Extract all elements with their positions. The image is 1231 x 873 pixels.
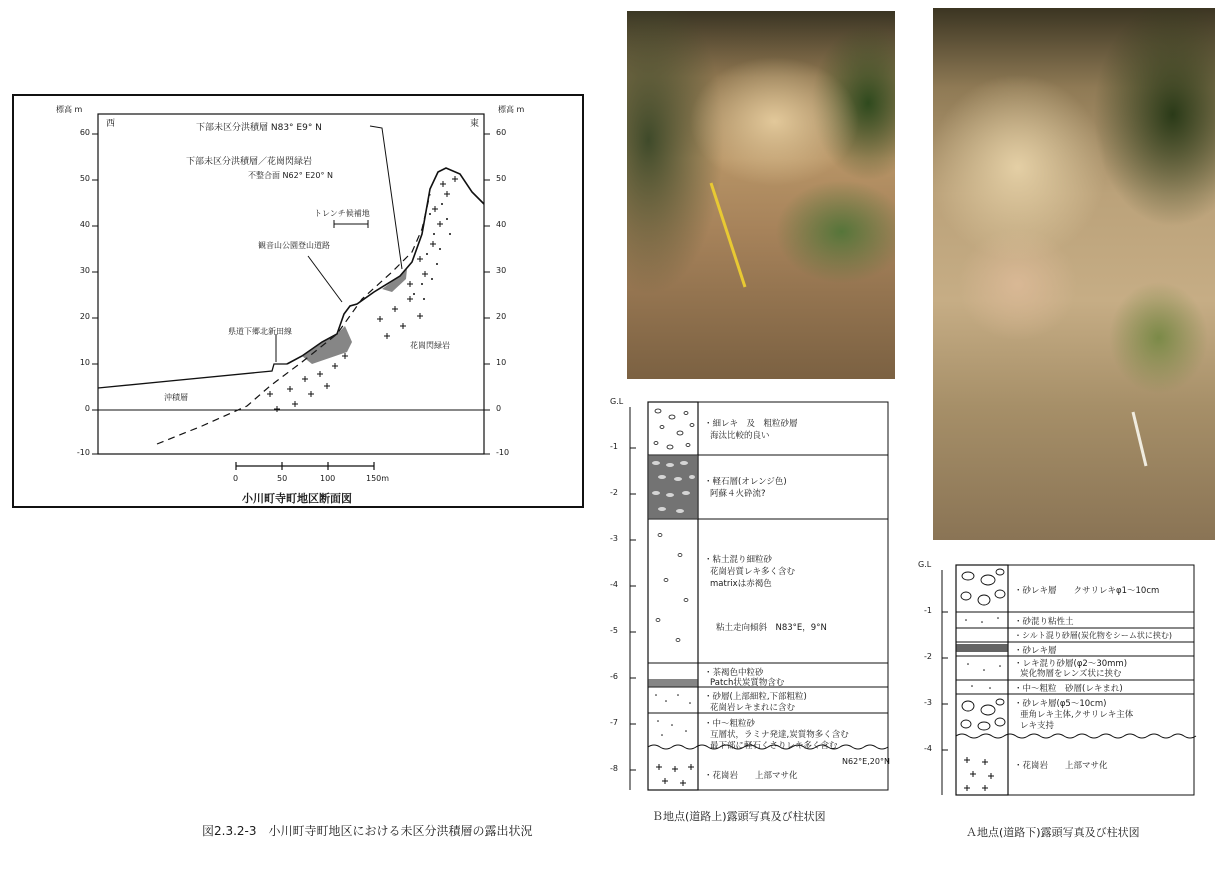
layer-description: 花崗岩レキまれに含む (710, 703, 796, 713)
column-b (600, 395, 900, 800)
pref-road-label: 県道下郷北新田線 (228, 327, 292, 336)
cross-section-panel (12, 94, 584, 508)
layer-description: ・砂混り粘性土 (1014, 617, 1074, 627)
y-tick-left: 0 (84, 404, 90, 413)
depth-tick: -8 (610, 764, 618, 773)
y-tick-right: 50 (496, 174, 507, 183)
granodiorite-label: 花崗閃緑岩 (410, 341, 450, 350)
layer-description: ・砂レキ層 クサリレキφ1～10cm (1014, 586, 1160, 596)
y-tick-left: -10 (76, 448, 90, 457)
layer-description: 亜角レキ主体,クサリレキ主体 (1020, 710, 1134, 720)
layer-description: ・花崗岩 上部マサ化 (1014, 761, 1108, 771)
layer-description: matrixは赤褐色 (710, 579, 772, 589)
column-a-caption: Ａ地点(道路下)露頭写真及び柱状図 (966, 826, 1140, 839)
layer-description: ・細レキ 及 粗粒砂層 (704, 419, 798, 429)
layer-description: ・砂レキ層(φ5～10cm) (1014, 699, 1107, 709)
layer-description: ・茶褐色中粒砂 (704, 668, 764, 678)
outcrop-photo-b (627, 11, 895, 379)
y-tick-left: 30 (79, 266, 90, 275)
layer-description: Patch状炭質物含む (710, 678, 785, 688)
depth-tick: -1 (924, 606, 932, 615)
figure-caption: 図2.3.2-3 小川町寺町地区における未区分洪積層の露出状況 (202, 824, 533, 838)
column-a-gl: G.L (918, 560, 932, 569)
upper-layer-label: 下部未区分洪積層 N83° E9° N (196, 123, 322, 133)
y-tick-left: 20 (79, 312, 90, 321)
y-tick-left: 60 (79, 128, 90, 137)
y-tick-right: -10 (496, 448, 510, 457)
contact-strike-label: N62°E,20°N (842, 757, 890, 766)
kannon-road-label: 観音山公園登山道路 (258, 241, 330, 250)
depth-tick: -3 (924, 698, 932, 707)
layer-description: 最下部に軽石くさりレキ多く含む (710, 741, 838, 751)
column-b-caption: Ｂ地点(道路上)露頭写真及び柱状図 (652, 810, 826, 823)
y-tick-right: 10 (496, 358, 507, 367)
east-label: 東 (470, 119, 480, 129)
layer-description: ・砂層(上部細粒,下部粗粒) (704, 692, 807, 702)
layer-description: ・中～粗粒 砂層(レキまれ) (1014, 684, 1123, 694)
y-tick-right: 30 (496, 266, 507, 275)
trench-label: トレンチ候補地 (314, 209, 370, 218)
layer-description: レキ支持 (1020, 721, 1055, 731)
alluvium-label: 沖積層 (164, 393, 188, 402)
y-tick-right: 40 (496, 220, 507, 229)
measuring-rod (627, 11, 895, 379)
scale-tick: 0 (233, 474, 239, 483)
layer-description: ・シルト混り砂層(炭化物をシーム状に挟む) (1014, 631, 1173, 640)
layer-description: 炭化物層をレンズ状に挟む (1020, 669, 1122, 679)
cross-section-caption: 小川町寺町地区断面図 (242, 492, 352, 505)
column-b-gl: G.L (610, 397, 624, 406)
unconformity-label: 下部未区分洪積層／花崗閃緑岩 (186, 157, 313, 167)
scale-tick: 100 (320, 474, 336, 483)
y-tick-right: 0 (496, 404, 502, 413)
depth-tick: -4 (610, 580, 618, 589)
layer-description: ・花崗岩 上部マサ化 (704, 771, 798, 781)
y-tick-right: 60 (496, 128, 507, 137)
column-a (912, 560, 1202, 800)
outcrop-photo-a (933, 8, 1215, 540)
depth-tick: -2 (610, 488, 618, 497)
west-label: 西 (106, 119, 116, 129)
scale-tick: 150m (366, 474, 390, 483)
right-axis-title: 標高 m (498, 105, 525, 114)
y-tick-left: 50 (79, 174, 90, 183)
layer-description: ・砂レキ層 (1014, 646, 1057, 656)
depth-tick: -2 (924, 652, 932, 661)
layer-description: 阿蘇４火砕流? (710, 489, 766, 499)
layer-description: 海汰比較的良い (710, 431, 770, 441)
scale-tick: 50 (277, 474, 288, 483)
y-tick-left: 10 (79, 358, 90, 367)
depth-tick: -4 (924, 744, 932, 753)
layer-description: 互層状，ラミナ発達,炭質物多く含む (710, 730, 849, 740)
depth-tick: -7 (610, 718, 618, 727)
layer-description: 花崗岩質レキ多く含む (710, 567, 796, 577)
layer-description: ・粘土混り細粒砂 (704, 555, 773, 565)
y-tick-left: 40 (79, 220, 90, 229)
layer-description: ・レキ混り砂層(φ2～30mm) (1014, 659, 1128, 669)
depth-tick: -5 (610, 626, 618, 635)
depth-tick: -1 (610, 442, 618, 451)
y-tick-right: 20 (496, 312, 507, 321)
left-axis-title: 標高 m (56, 105, 83, 114)
hammer (933, 8, 1215, 540)
unconformity-strike-label: 不整合面 N62° E20° N (248, 171, 334, 180)
layer-description: ・中～粗粒砂 (704, 719, 756, 729)
depth-tick: -3 (610, 534, 618, 543)
layer-description: ・軽石層(オレンジ色) (704, 477, 787, 487)
layer-description: 粘土走向傾斜 N83°E，9°N (716, 623, 827, 633)
depth-tick: -6 (610, 672, 618, 681)
